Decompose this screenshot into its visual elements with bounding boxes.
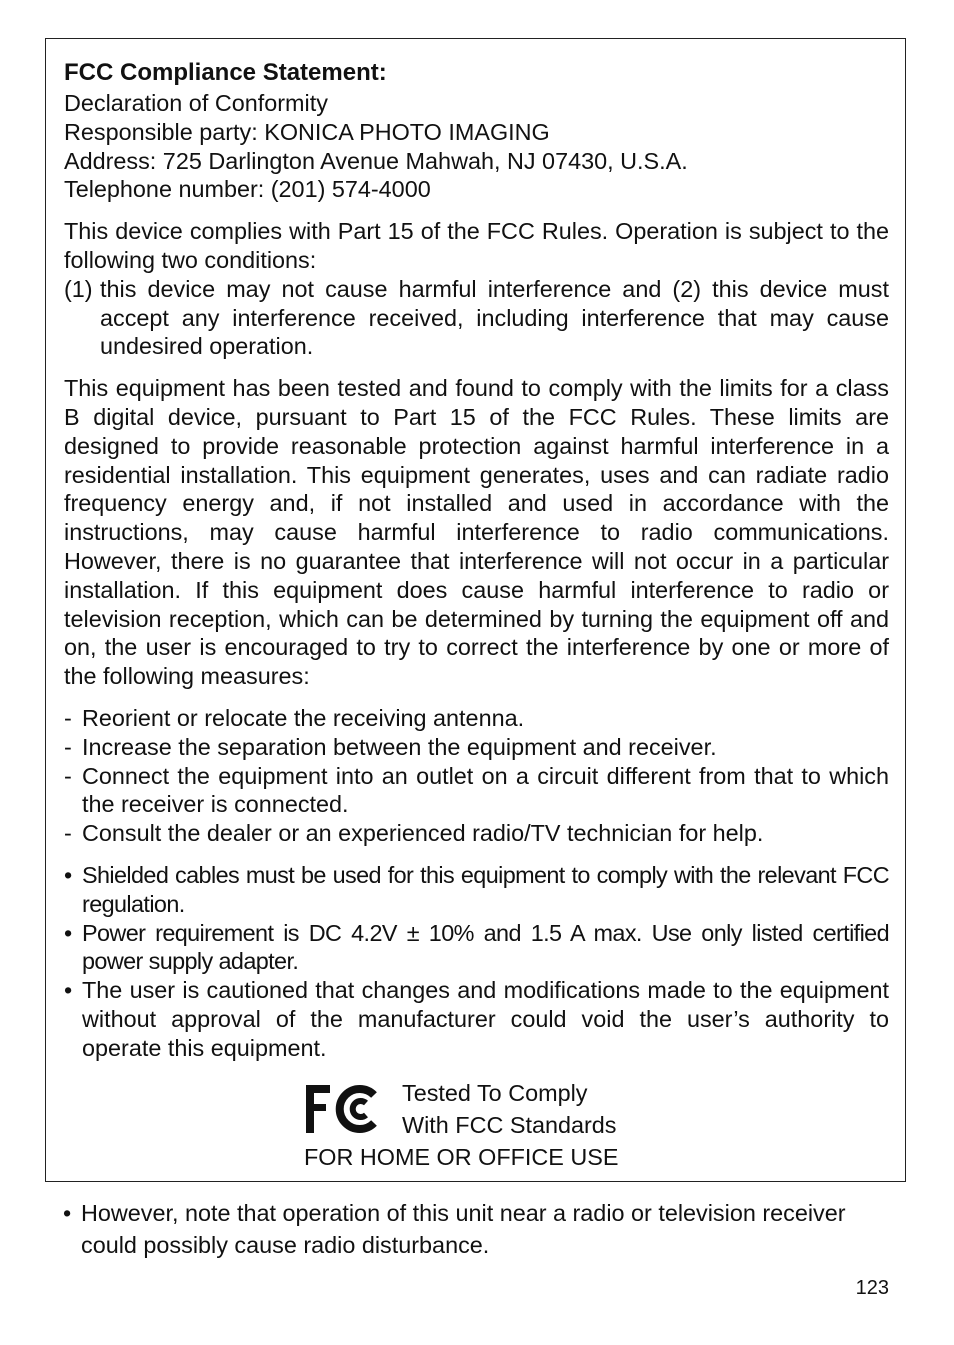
- measure-text: Reorient or relocate the receiving antenna.: [82, 704, 525, 731]
- tested-line: Tested To Comply: [402, 1080, 588, 1106]
- dash-mark: -: [64, 733, 72, 760]
- fcc-use-line: FOR HOME OR OFFICE USE: [304, 1144, 619, 1170]
- measures-list: [64, 704, 889, 848]
- list-item: [64, 733, 889, 762]
- list-item: [64, 819, 889, 848]
- bullet-list: [64, 861, 889, 1063]
- fcc-logo-icon: [304, 1083, 384, 1135]
- list-item: [64, 704, 889, 733]
- measure-text: Increase the separation between the equipment and receiver.: [82, 733, 717, 760]
- list-item: [64, 976, 889, 1062]
- contact-line: Telephone number: (201) 574-4000: [64, 176, 431, 203]
- fcc-compliance-box: [45, 38, 906, 1182]
- part15-intro: This device complies with Part 15 of the FCC Rules. Operation is subject to the following two conditions:: [64, 218, 889, 273]
- dash-mark: -: [64, 762, 72, 789]
- bullet-mark: •: [64, 977, 73, 1004]
- bullet-text: Power requirement is DC 4.2V ± 10% and 1.5 A max. Use only listed certified power supply adapter.: [82, 919, 889, 975]
- condition-number: (1): [64, 275, 93, 302]
- condition-item: [64, 275, 889, 361]
- list-item: [64, 762, 889, 820]
- tested-line: With FCC Standards: [402, 1112, 617, 1138]
- outer-note-text: However, note that operation of this unit near a radio or television receiver could possibly cause radio disturbance.: [81, 1200, 846, 1258]
- list-item: [64, 919, 889, 977]
- page-number: 123: [855, 1277, 889, 1299]
- condition-text: this device may not cause harmful interference and (2) this device must accept any interference received, including interference that may cause undesired operation.: [100, 275, 889, 360]
- dash-mark: -: [64, 704, 72, 731]
- bullet-mark: •: [63, 1200, 72, 1226]
- bullet-text: Shielded cables must be used for this equipment to comply with the relevant FCC regulation.: [82, 861, 889, 917]
- list-item: [64, 861, 889, 919]
- bullet-mark: •: [64, 919, 73, 946]
- fcc-content: [64, 57, 889, 1063]
- dash-mark: -: [64, 820, 72, 847]
- fcc-logo-block: [304, 1077, 704, 1177]
- contact-line: Address: 725 Darlington Avenue Mahwah, NJ 07430, U.S.A.: [64, 147, 688, 174]
- measure-text: Consult the dealer or an experienced radio/TV technician for help.: [82, 820, 764, 847]
- outer-note: [63, 1197, 889, 1261]
- contact-line: Responsible party: KONICA PHOTO IMAGING: [64, 118, 550, 145]
- equipment-paragraph: This equipment has been tested and found to comply with the limits for a class B digital device, pursuant to Part 15 of the FCC Rules. These limits are designed to provide reasonable protection against harmful interference in a residential installation. This equipment generates, uses and can radiate radio frequency energy and, if not installed and used in accordance with the instructions, may cause harmful interference to radio communications. However, there is no guarantee that interference will not occur in a particular installation. If this equipment does cause harmful interference to radio or television reception, which can be determined by turning the equipment off and on, the user is encouraged to try to correct the interference by one or more of the following measures:: [64, 375, 889, 690]
- bullet-text: The user is cautioned that changes and modifications made to the equipment without approval of the manufacturer could void the user’s authority to operate this equipment.: [82, 977, 889, 1061]
- measure-text: Connect the equipment into an outlet on a circuit different from that to which the receiver is connected.: [82, 762, 889, 818]
- statement-heading: FCC Compliance Statement:: [64, 59, 387, 86]
- bullet-mark: •: [64, 861, 73, 888]
- contact-line: Declaration of Conformity: [64, 90, 328, 116]
- fcc-tested-text: [402, 1077, 616, 1141]
